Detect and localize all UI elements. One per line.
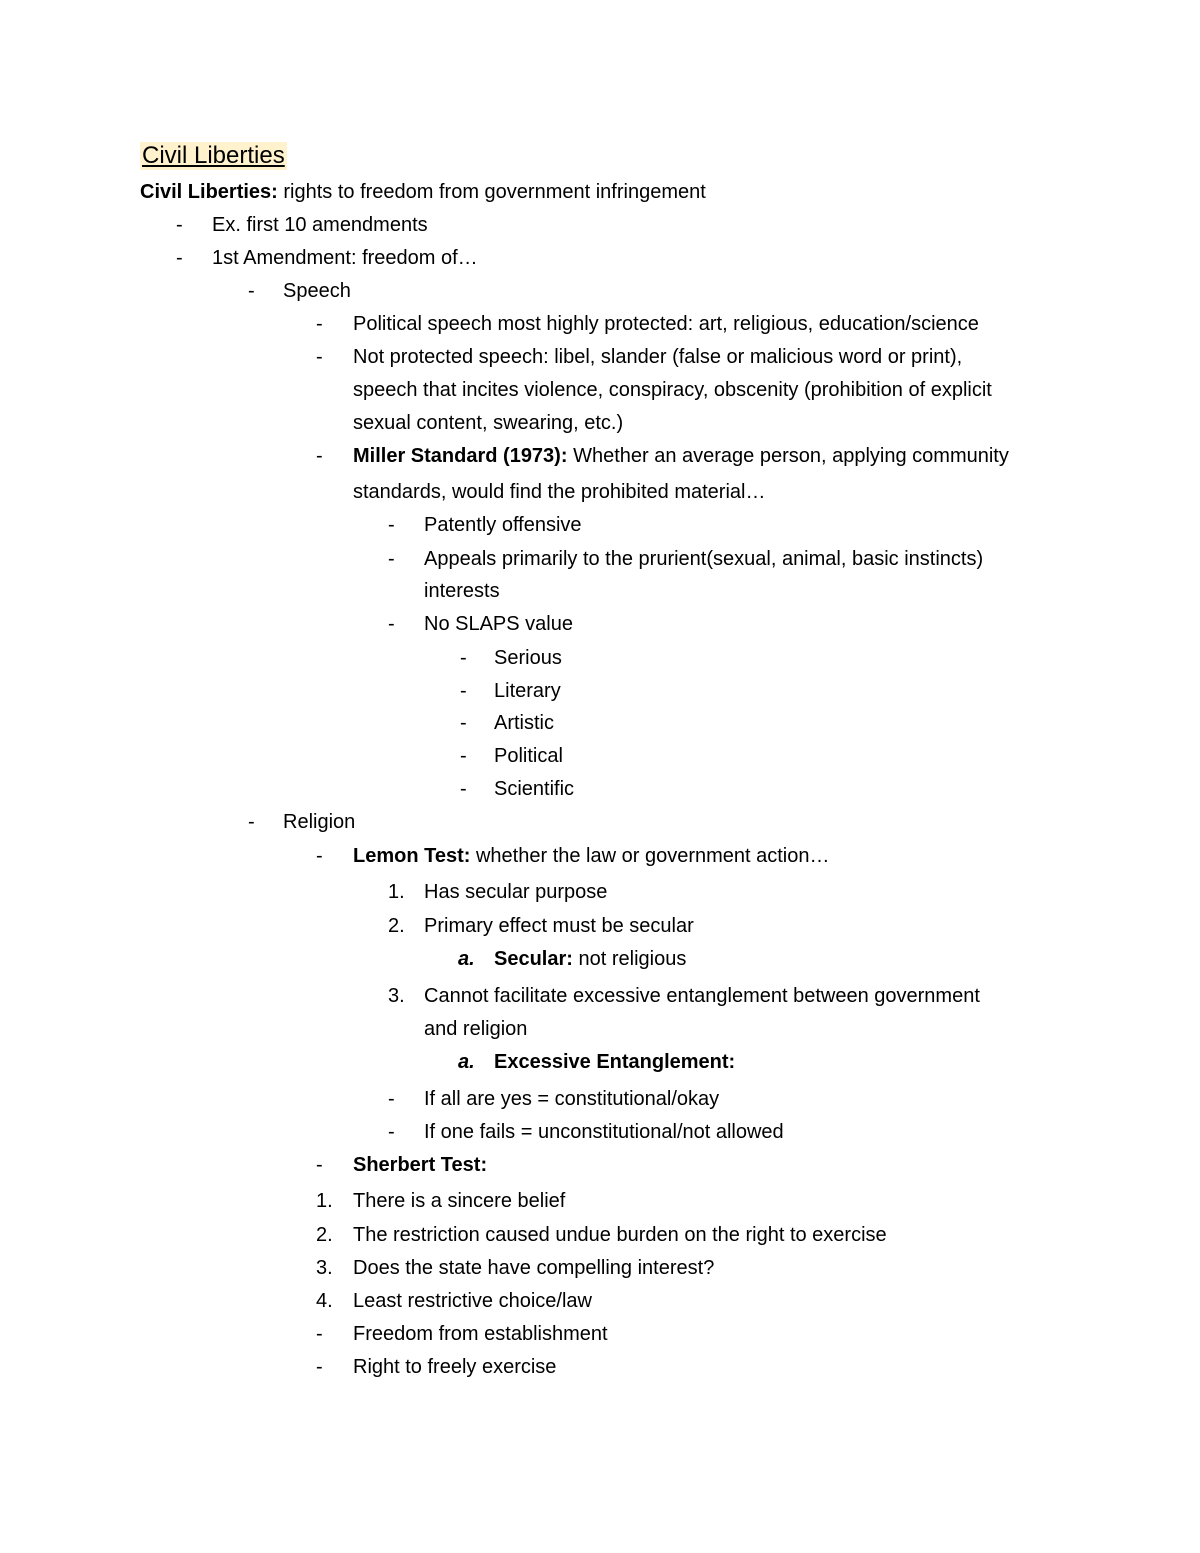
list-item-text: Serious bbox=[494, 647, 562, 669]
list-marker: - bbox=[460, 647, 467, 669]
list-marker: - bbox=[316, 1356, 323, 1378]
list-item bbox=[494, 778, 574, 801]
list-marker: - bbox=[460, 712, 467, 734]
list-item bbox=[424, 613, 573, 636]
list-item-text: and religion bbox=[424, 1018, 528, 1040]
list-item-text: If all are yes = constitutional/okay bbox=[424, 1088, 720, 1110]
list-item bbox=[494, 1051, 735, 1074]
list-item bbox=[424, 514, 582, 537]
list-item bbox=[353, 1257, 714, 1280]
list-item-text: Political speech most highly protected: art, religious, education/science bbox=[353, 313, 979, 335]
list-item-text: Cannot facilitate excessive entanglement between government bbox=[424, 985, 980, 1007]
list-item bbox=[353, 1356, 556, 1379]
list-marker: 3. bbox=[316, 1257, 333, 1279]
list-item-term: Sherbert Test: bbox=[353, 1154, 488, 1176]
list-marker: - bbox=[316, 445, 323, 467]
list-item bbox=[494, 647, 562, 670]
list-marker: 1. bbox=[388, 881, 405, 903]
definition-line bbox=[140, 181, 706, 204]
list-item-term: Secular: bbox=[494, 948, 573, 970]
list-item-text: Speech bbox=[283, 280, 351, 302]
list-item bbox=[353, 1190, 565, 1213]
list-item bbox=[494, 712, 554, 735]
list-item bbox=[353, 412, 623, 435]
list-item-text: Freedom from establishment bbox=[353, 1323, 608, 1345]
list-marker: - bbox=[176, 247, 183, 269]
list-item bbox=[353, 845, 830, 868]
list-item-text: The restriction caused undue burden on the right to exercise bbox=[353, 1224, 887, 1246]
list-item bbox=[353, 346, 962, 369]
list-item-text: Ex. first 10 amendments bbox=[212, 214, 428, 236]
list-item-text: Not protected speech: libel, slander (false or malicious word or print), bbox=[353, 346, 963, 368]
list-item bbox=[283, 280, 351, 303]
list-item bbox=[424, 580, 500, 603]
list-item-text: interests bbox=[424, 580, 500, 602]
list-item bbox=[424, 1018, 527, 1041]
list-item-term: Miller Standard (1973): bbox=[353, 445, 568, 467]
list-item bbox=[424, 985, 980, 1008]
list-marker: - bbox=[388, 1088, 395, 1110]
list-item-text: speech that incites violence, conspiracy, obscenity (prohibition of explicit bbox=[353, 379, 992, 401]
list-item-text: standards, would find the prohibited material… bbox=[353, 481, 766, 503]
list-item bbox=[353, 379, 992, 402]
list-item bbox=[494, 948, 686, 971]
list-item-text: Artistic bbox=[494, 712, 554, 734]
list-marker: a. bbox=[458, 1051, 475, 1073]
list-item bbox=[212, 247, 478, 270]
list-marker: - bbox=[248, 280, 255, 302]
list-item-text: Patently offensive bbox=[424, 514, 582, 536]
list-item-text: There is a sincere belief bbox=[353, 1190, 566, 1212]
list-marker: - bbox=[388, 613, 395, 635]
list-item-text: Scientific bbox=[494, 778, 575, 800]
list-item bbox=[353, 1290, 592, 1313]
list-marker: 3. bbox=[388, 985, 405, 1007]
definition-term: Civil Liberties: bbox=[140, 181, 278, 203]
list-item bbox=[424, 548, 983, 571]
list-item bbox=[353, 1154, 487, 1177]
list-item-text: Literary bbox=[494, 680, 561, 702]
list-item-text: Whether an average person, applying community bbox=[567, 445, 1009, 467]
list-item bbox=[424, 1121, 784, 1144]
list-marker: - bbox=[388, 548, 395, 570]
list-item-text: Does the state have compelling interest? bbox=[353, 1257, 715, 1279]
list-marker: - bbox=[316, 1154, 323, 1176]
list-item-text: Primary effect must be secular bbox=[424, 915, 694, 937]
list-marker: - bbox=[460, 680, 467, 702]
list-marker: 1. bbox=[316, 1190, 333, 1212]
list-item-text: Has secular purpose bbox=[424, 881, 608, 903]
list-item-text: sexual content, swearing, etc.) bbox=[353, 412, 624, 434]
list-item bbox=[494, 745, 563, 768]
list-item bbox=[424, 881, 607, 904]
list-item bbox=[353, 481, 765, 504]
page-title: Civil Liberties bbox=[142, 142, 285, 169]
definition-text: rights to freedom from government infringement bbox=[277, 181, 706, 203]
list-marker: 2. bbox=[316, 1224, 333, 1246]
list-item-text: Right to freely exercise bbox=[353, 1356, 557, 1378]
list-item-text: whether the law or government action… bbox=[470, 845, 830, 867]
list-item bbox=[353, 445, 1009, 468]
list-marker: a. bbox=[458, 948, 475, 970]
list-item-text: Least restrictive choice/law bbox=[353, 1290, 592, 1312]
list-item-text: No SLAPS value bbox=[424, 613, 573, 635]
list-marker: - bbox=[316, 346, 323, 368]
list-item-text: Religion bbox=[283, 811, 356, 833]
list-item bbox=[283, 811, 355, 834]
list-marker: - bbox=[316, 845, 323, 867]
list-item-text: Appeals primarily to the prurient(sexual, animal, basic instincts) bbox=[424, 548, 984, 570]
list-marker: - bbox=[388, 1121, 395, 1143]
list-item-text: If one fails = unconstitutional/not allowed bbox=[424, 1121, 784, 1143]
list-marker: - bbox=[316, 313, 323, 335]
list-marker: - bbox=[460, 745, 467, 767]
list-item bbox=[424, 1088, 719, 1111]
list-marker: - bbox=[460, 778, 467, 800]
list-item-text: not religious bbox=[572, 948, 687, 970]
list-item-text: 1st Amendment: freedom of… bbox=[212, 247, 478, 269]
list-marker: - bbox=[176, 214, 183, 236]
list-item-term: Lemon Test: bbox=[353, 845, 471, 867]
list-item bbox=[353, 1224, 887, 1247]
list-item-text: Political bbox=[494, 745, 563, 767]
list-item-term: Excessive Entanglement: bbox=[494, 1051, 736, 1073]
list-item bbox=[353, 1323, 608, 1346]
list-item bbox=[424, 915, 694, 938]
list-item bbox=[353, 313, 979, 336]
list-marker: 2. bbox=[388, 915, 405, 937]
list-marker: 4. bbox=[316, 1290, 333, 1312]
list-marker: - bbox=[248, 811, 255, 833]
list-item bbox=[212, 214, 428, 237]
list-marker: - bbox=[316, 1323, 323, 1345]
list-item bbox=[494, 680, 561, 703]
list-marker: - bbox=[388, 514, 395, 536]
